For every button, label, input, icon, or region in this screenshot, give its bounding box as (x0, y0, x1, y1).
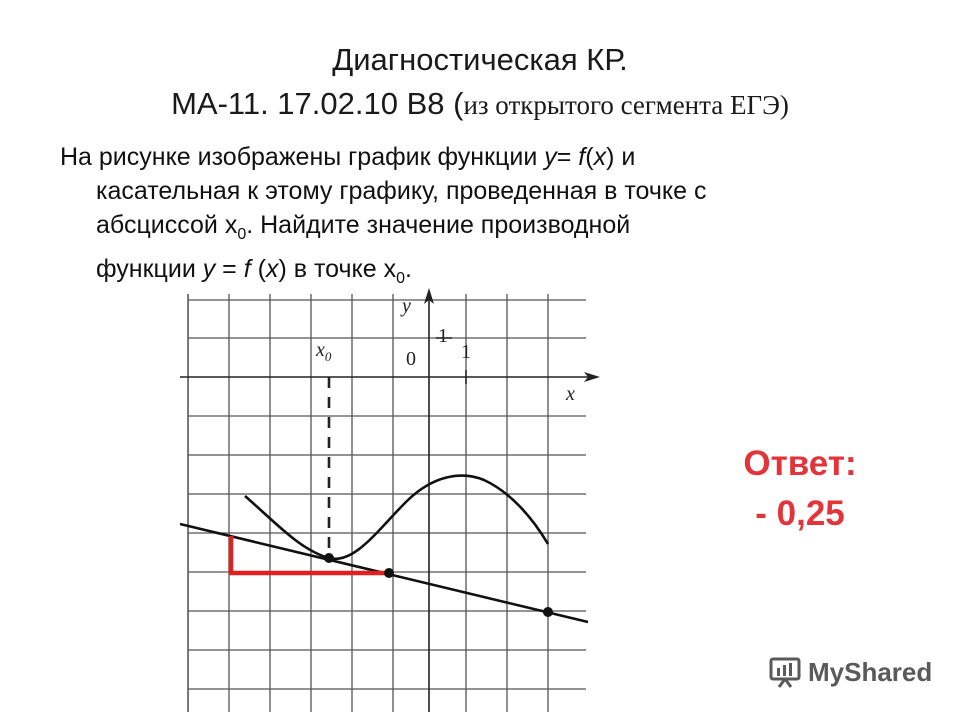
slide-title-line1: Диагностическая КР. (332, 42, 628, 77)
function-curve (245, 476, 548, 559)
task-text-part: На рисунке изображены график функции (60, 143, 545, 171)
task-var-x: x (265, 255, 279, 283)
task-text-part: = (215, 255, 244, 283)
presentation-board-icon (768, 655, 802, 689)
x-unit-label: 1 (461, 341, 471, 363)
answer-label: Ответ: (743, 444, 857, 483)
task-text-part: ) в точке x (278, 255, 397, 283)
tangent-point-3 (543, 607, 553, 617)
title-line2-main: МА-11. 17.02.10 В8 ( (171, 86, 464, 121)
task-text-part: ( (250, 255, 266, 283)
task-text-part: ( (585, 143, 594, 171)
y-axis-label: y (402, 295, 411, 317)
task-subscript: 0 (237, 226, 247, 243)
x-axis (180, 372, 600, 382)
grid (180, 292, 590, 712)
task-var-f: f (578, 143, 586, 171)
logo-text: MyShared (808, 656, 933, 687)
task-text-part: . Найдите значение производной (246, 211, 631, 239)
myshared-logo (768, 654, 932, 690)
function-graph (170, 282, 610, 712)
x0-label: $x_0$ (316, 339, 332, 364)
y-axis (424, 288, 434, 712)
task-text-part: . (405, 255, 412, 283)
task-var-f: f (243, 255, 251, 283)
task-line2: касательная к этому графику, проведенная в точке с (96, 177, 707, 205)
x-axis-label: x (566, 383, 575, 405)
task-text-part: абсциссой x (96, 211, 238, 239)
task-text-part: ) и (606, 143, 636, 171)
tangent-point-2 (384, 568, 394, 578)
title-line2-source: из открытого сегмента ЕГЭ) (463, 90, 789, 120)
task-line1 (60, 143, 635, 171)
task-text-part: функции (96, 255, 203, 283)
origin-label: 0 (406, 348, 416, 370)
task-line3 (60, 208, 900, 252)
tangent-point-x0 (324, 553, 334, 563)
y-unit-label: 1 (438, 325, 448, 347)
task-var-y: y (544, 143, 557, 171)
task-var-y: y (202, 255, 216, 283)
task-text (60, 140, 900, 296)
answer-value: - 0,25 (755, 494, 845, 533)
task-subscript: 0 (396, 270, 405, 287)
slide-title-line2 (0, 84, 960, 125)
task-text-part: = (556, 143, 579, 171)
task-var-x: x (593, 143, 607, 171)
